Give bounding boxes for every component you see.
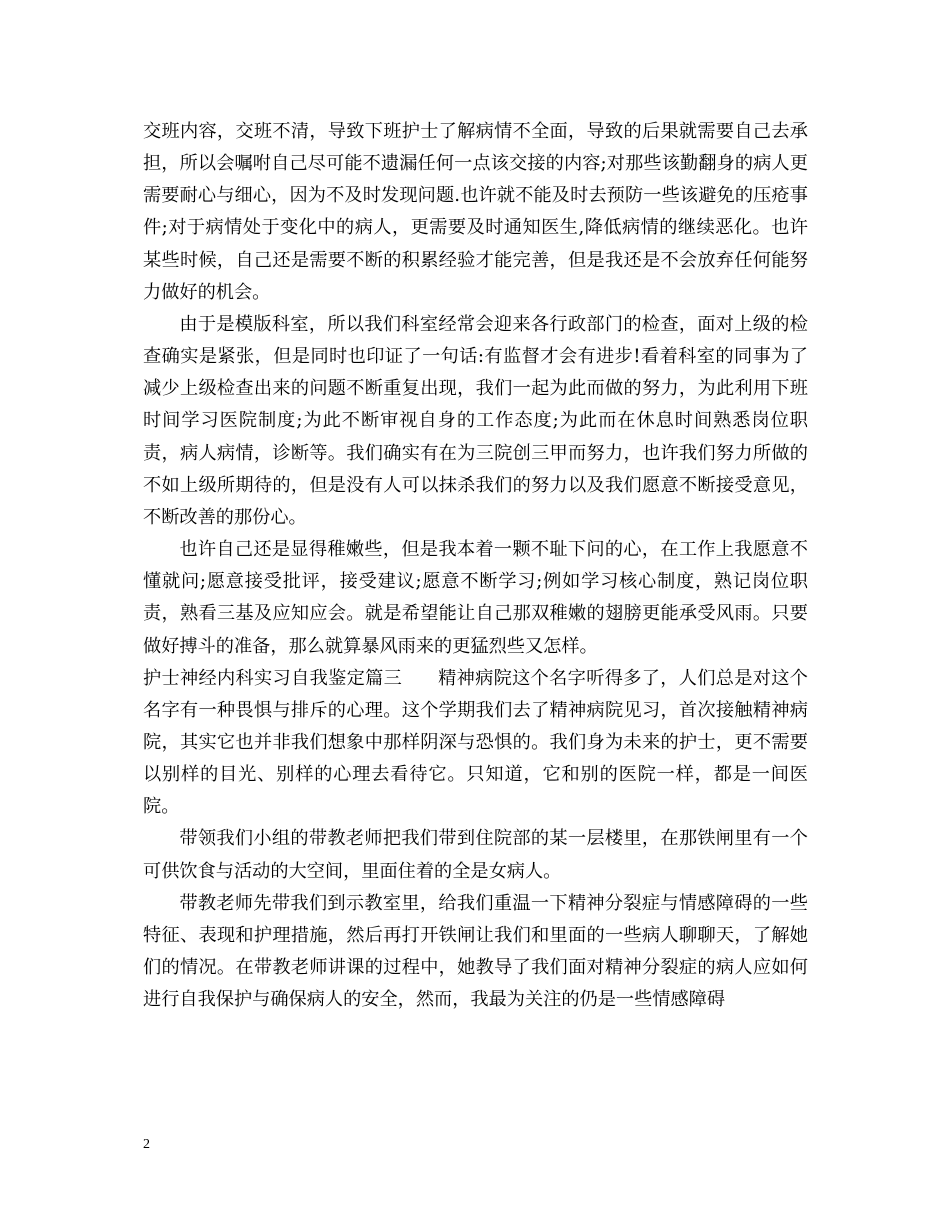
section-heading: 护士神经内科实习自我鉴定篇三 [143, 667, 403, 689]
paragraph-2: 由于是模版科室，所以我们科室经常会迎来各行政部门的检查，面对上级的检查确实是紧张，但是同时也印证了一句话:有监督才会有进步!看着科室的同事为了减少上级检查出来的问题不断重复出现，我们一起为此而做的努力，为此利用下班时间学习医院制度;为此不断审视自身的工作态度;为此而在休息时间熟悉岗位职责，病人病情，诊断等。我们确实有在为三院创三甲而努力，也许我们努力所做的不如上级所期待的，但是没有人可以抹杀我们的努力以及我们愿意不断接受意见，不断改善的那份心。 [143, 313, 808, 528]
paragraph-4-text: 精神病院这个名字听得多了，人们总是对这个名字有一种畏惧与排斥的心理。这个学期我们去了精神病院见习，首次接触精神病院，其实它也并非我们想象中那样阴深与恐惧的。我们身为未来的护士，更不需要以别样的目光、别样的心理去看待它。只知道，它和别的医院一样，都是一间医院。 [143, 667, 808, 818]
body-text [143, 116, 808, 1016]
paragraph-4 [143, 663, 808, 824]
paragraph-3: 也许自己还是显得稚嫩些，但是我本着一颗不耻下问的心，在工作上我愿意不懂就问;愿意接受批评，接受建议;愿意不断学习;例如学习核心制度，熟记岗位职责，熟看三基及应知应会。就是希望能让自己那双稚嫩的翅膀更能承受风雨。只要做好搏斗的准备，那么就算暴风雨来的更猛烈些又怎样。 [143, 539, 808, 657]
paragraph-1: 交班内容，交班不清，导致下班护士了解病情不全面，导致的后果就需要自己去承担，所以会嘱咐自己尽可能不遗漏任何一点该交接的内容;对那些该勤翻身的病人更需要耐心与细心，因为不及时发现问题.也许就不能及时去预防一些该避免的压疮事件;对于病情处于变化中的病人，更需要及时通知医生,降低病情的继续恶化。也许某些时候，自己还是需要不断的积累经验才能完善，但是我还是不会放弃任何能努力做好的机会。 [143, 121, 808, 303]
paragraph-6: 带教老师先带我们到示教室里，给我们重温一下精神分裂症与情感障碍的一些特征、表现和护理措施，然后再打开铁闸让我们和里面的一些病人聊聊天，了解她们的情况。在带教老师讲课的过程中，她教导了我们面对精神分裂症的病人应如何进行自我保护与确保病人的安全，然而，我最为关注的仍是一些情感障碍 [143, 892, 808, 1011]
page-number: 2 [143, 1137, 150, 1152]
paragraph-5: 带领我们小组的带教老师把我们带到住院部的某一层楼里，在那铁闸里有一个可供饮食与活动的大空间，里面住着的全是女病人。 [143, 828, 808, 882]
